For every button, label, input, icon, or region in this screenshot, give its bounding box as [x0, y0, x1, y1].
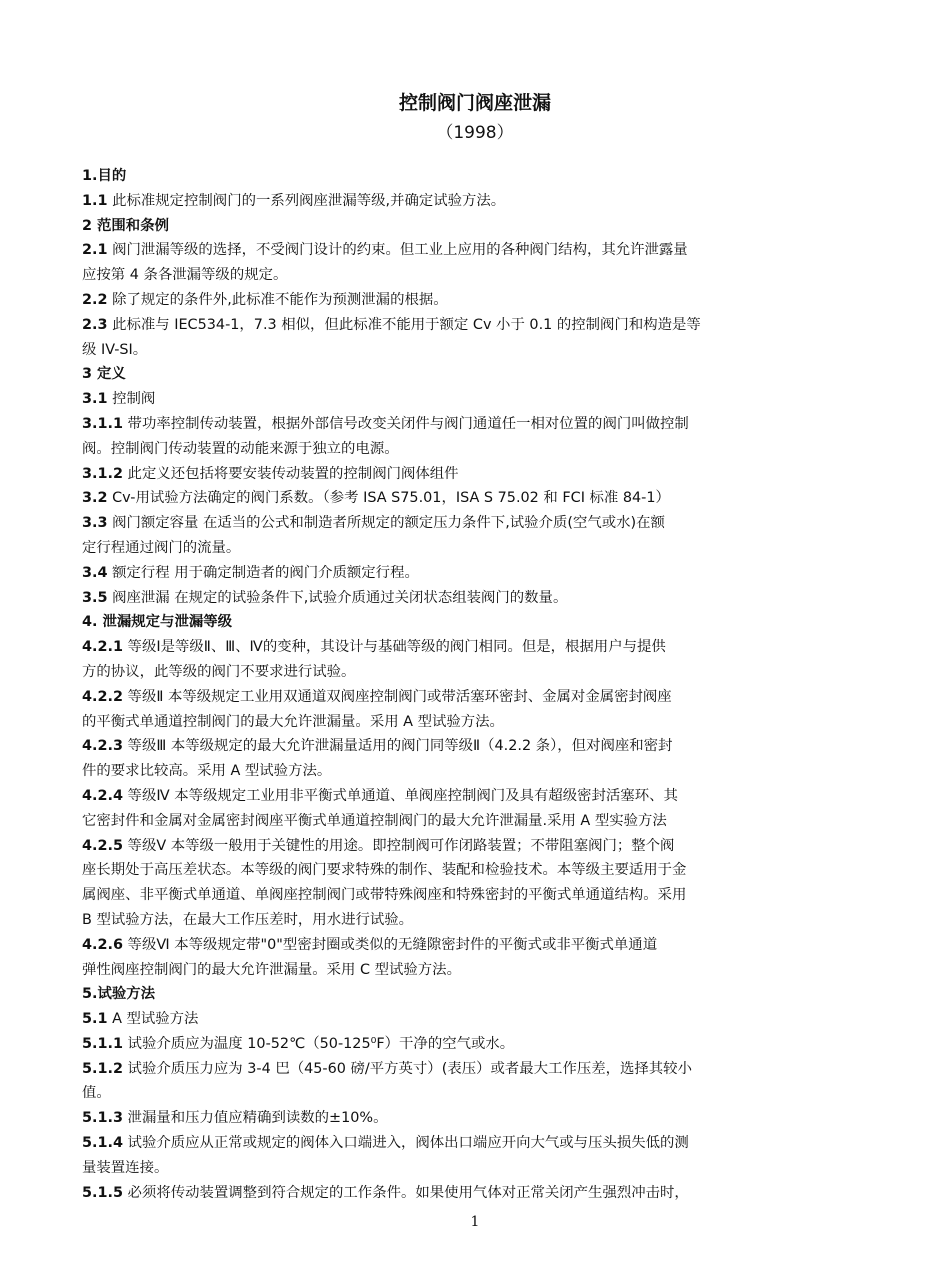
document-year: （1998） — [436, 123, 514, 143]
text-line — [82, 338, 857, 363]
clause-number: 5.1.5 — [82, 1184, 123, 1201]
clause-text: 它密封件和金属对金属密封阀座平衡式单通道控制阀门的最大允许泄漏量.采用 A 型实验方法 — [82, 812, 667, 829]
text-line — [82, 784, 857, 809]
section-heading — [82, 982, 857, 1007]
clause-text: 试验介质应从正常或规定的阀体入口端进入，阀体出口端应开向大气或与压头损失低的测 — [122, 1135, 689, 1152]
text-line — [82, 834, 857, 859]
clause-text: 泄漏规定与泄漏等级 — [97, 614, 233, 631]
page-number: 1 — [470, 1214, 480, 1230]
text-line — [82, 511, 857, 536]
clause-text: 范围和条例 — [92, 217, 169, 234]
text-line — [82, 734, 857, 759]
clause-number: 5.1 — [82, 1011, 108, 1028]
clause-text: 泄漏量和压力值应精确到读数的±10%。 — [122, 1110, 388, 1127]
clause-text: 额定行程 用于确定制造者的阀门介质额定行程。 — [107, 564, 419, 581]
clause-text: A 型试验方法 — [107, 1011, 199, 1028]
clause-number: 3.1.2 — [82, 465, 123, 482]
clause-text: 等级Ⅲ 本等级规定的最大允许泄漏量适用的阀门同等级Ⅱ（4.2.2 条），但对阀座和密封 — [122, 738, 673, 755]
clause-number: 4.2.5 — [82, 837, 123, 854]
text-line — [82, 462, 857, 487]
section-heading — [82, 610, 857, 635]
clause-number: 4.2.2 — [82, 688, 123, 705]
text-line — [82, 437, 857, 462]
clause-number: 4.2.6 — [82, 936, 123, 953]
clause-text: 此标准规定控制阀门的一系列阀座泄漏等级,并确定试验方法。 — [107, 192, 506, 209]
clause-number: 2.2 — [82, 291, 108, 308]
text-line — [82, 908, 857, 933]
clause-number: 4.2.1 — [82, 639, 123, 656]
text-line — [82, 858, 857, 883]
clause-number: 3.4 — [82, 564, 108, 581]
clause-number: 3.5 — [82, 589, 108, 606]
clause-text: 等级Ⅵ 本等级规定带"0"型密封圈或类似的无缝隙密封件的平衡式或非平衡式单通道 — [122, 936, 658, 953]
clause-text: 阀座泄漏 在规定的试验条件下,试验介质通过关闭状态组装阀门的数量。 — [107, 589, 568, 606]
text-line — [82, 561, 857, 586]
text-line — [82, 313, 857, 338]
clause-text: 阀。控制阀门传动装置的动能来源于独立的电源。 — [82, 440, 399, 457]
document-title: 控制阀门阀座泄漏 — [398, 92, 551, 114]
text-line — [82, 1057, 857, 1082]
text-line — [82, 1106, 857, 1131]
clause-number: 5.1.2 — [82, 1060, 123, 1077]
text-line — [82, 1131, 857, 1156]
clause-number: 3 — [82, 366, 93, 383]
clause-number: 5.1.4 — [82, 1135, 123, 1152]
clause-text: 级 IV-SI。 — [82, 341, 148, 358]
clause-text: 值。 — [82, 1085, 111, 1102]
clause-number: 2 — [82, 217, 93, 234]
text-line — [82, 412, 857, 437]
clause-text: 应按第 4 条各泄漏等级的规定。 — [82, 267, 288, 284]
document-body — [82, 164, 857, 1205]
text-line — [82, 238, 857, 263]
text-line — [82, 1032, 857, 1057]
clause-number: 5.1.3 — [82, 1110, 123, 1127]
text-line — [82, 710, 857, 735]
clause-text: 试验方法 — [97, 986, 156, 1003]
clause-text: 量装置连接。 — [82, 1159, 169, 1176]
clause-text: 控制阀 — [107, 391, 156, 408]
clause-text: 定义 — [92, 366, 126, 383]
clause-text: 此标准与 IEC534-1，7.3 相似，但此标准不能用于额定 Cv 小于 0.1 的控制阀门和构造是等 — [107, 316, 701, 333]
clause-number: 3.3 — [82, 515, 108, 532]
text-line — [82, 809, 857, 834]
text-line — [82, 1007, 857, 1032]
clause-text: 目的 — [97, 168, 127, 184]
text-line — [82, 759, 857, 784]
title-block — [0, 88, 950, 146]
clause-text: 试验介质应为温度 10-52℃（50-125⁰F）干净的空气或水。 — [122, 1035, 515, 1052]
text-line — [82, 189, 857, 214]
clause-text: 此定义还包括将要安装传动装置的控制阀门阀体组件 — [122, 465, 459, 482]
clause-number: 1. — [82, 168, 98, 184]
clause-text: B 型试验方法，在最大工作压差时，用水进行试验。 — [82, 911, 414, 928]
text-line — [82, 586, 857, 611]
clause-number: 3.2 — [82, 490, 108, 507]
clause-text: 方的协议，此等级的阀门不要求进行试验。 — [82, 663, 356, 680]
clause-text: 件的要求比较高。采用 A 型试验方法。 — [82, 763, 332, 780]
text-line — [82, 1156, 857, 1181]
text-line — [82, 883, 857, 908]
clause-text: 等级Ⅴ 本等级一般用于关键性的用途。即控制阀可作闭路装置；不带阻塞阀门；整个阀 — [122, 837, 675, 854]
clause-number: 4.2.4 — [82, 787, 123, 804]
clause-text: 阀门泄漏等级的选择，不受阀门设计的约束。但工业上应用的各种阀门结构，其允许泄露量 — [107, 242, 688, 259]
clause-text: 定行程通过阀门的流量。 — [82, 539, 241, 556]
clause-text: 等级Ⅳ 本等级规定工业用非平衡式单通道、单阀座控制阀门及具有超级密封活塞环、其 — [122, 787, 678, 804]
clause-number: 4.2.3 — [82, 738, 123, 755]
text-line — [82, 288, 857, 313]
clause-number: 4. — [82, 614, 98, 631]
text-line — [82, 685, 857, 710]
clause-text: Cv-用试验方法确定的阀门系数。（参考 ISA S75.01，ISA S 75.02 和 FCI 标准 84-1） — [107, 490, 670, 507]
clause-text: 阀门额定容量 在适当的公式和制造者所规定的额定压力条件下,试验介质(空气或水)在额 — [107, 515, 665, 532]
clause-number: 5. — [82, 986, 98, 1003]
clause-text: 试验介质压力应为 3-4 巴（45-60 磅/平方英寸）(表压）或者最大工作压差，选择其较小 — [122, 1060, 692, 1077]
text-line — [82, 536, 857, 561]
text-line — [82, 486, 857, 511]
clause-text: 必须将传动装置调整到符合规定的工作条件。如果使用气体对正常关闭产生强烈冲击时， — [122, 1184, 689, 1201]
section-heading — [82, 362, 857, 387]
text-line — [82, 933, 857, 958]
text-line — [82, 635, 857, 660]
clause-text: 除了规定的条件外,此标准不能作为预测泄漏的根据。 — [107, 291, 448, 308]
clause-number: 2.1 — [82, 242, 108, 259]
clause-number: 2.3 — [82, 316, 108, 333]
text-line — [82, 660, 857, 685]
text-line — [82, 958, 857, 983]
clause-text: 带功率控制传动装置，根据外部信号改变关闭件与阀门通道任一相对位置的阀门叫做控制 — [122, 415, 689, 432]
clause-text: 的平衡式单通道控制阀门的最大允许泄漏量。采用 A 型试验方法。 — [82, 713, 504, 730]
clause-number: 5.1.1 — [82, 1035, 123, 1052]
clause-text: 属阀座、非平衡式单通道、单阀座控制阀门或带特殊阀座和特殊密封的平衡式单通道结构。采用 — [82, 887, 687, 904]
section-heading — [82, 164, 857, 189]
text-line — [82, 1081, 857, 1106]
clause-text: 等级Ⅱ 本等级规定工业用双通道双阀座控制阀门或带活塞环密封、金属对金属密封阀座 — [122, 688, 672, 705]
section-heading — [82, 214, 857, 239]
clause-number: 1.1 — [82, 192, 108, 209]
clause-text: 等级Ⅰ是等级Ⅱ、Ⅲ、Ⅳ的变种，其设计与基础等级的阀门相同。但是，根据用户与提供 — [122, 639, 666, 656]
text-line — [82, 387, 857, 412]
clause-text: 弹性阀座控制阀门的最大允许泄漏量。采用 C 型试验方法。 — [82, 961, 461, 978]
clause-text: 座长期处于高压差状态。本等级的阀门要求特殊的制作、装配和检验技术。本等级主要适用于金 — [82, 862, 687, 879]
text-line — [82, 1181, 857, 1206]
clause-number: 3.1.1 — [82, 415, 123, 432]
clause-number: 3.1 — [82, 391, 108, 408]
text-line — [82, 263, 857, 288]
